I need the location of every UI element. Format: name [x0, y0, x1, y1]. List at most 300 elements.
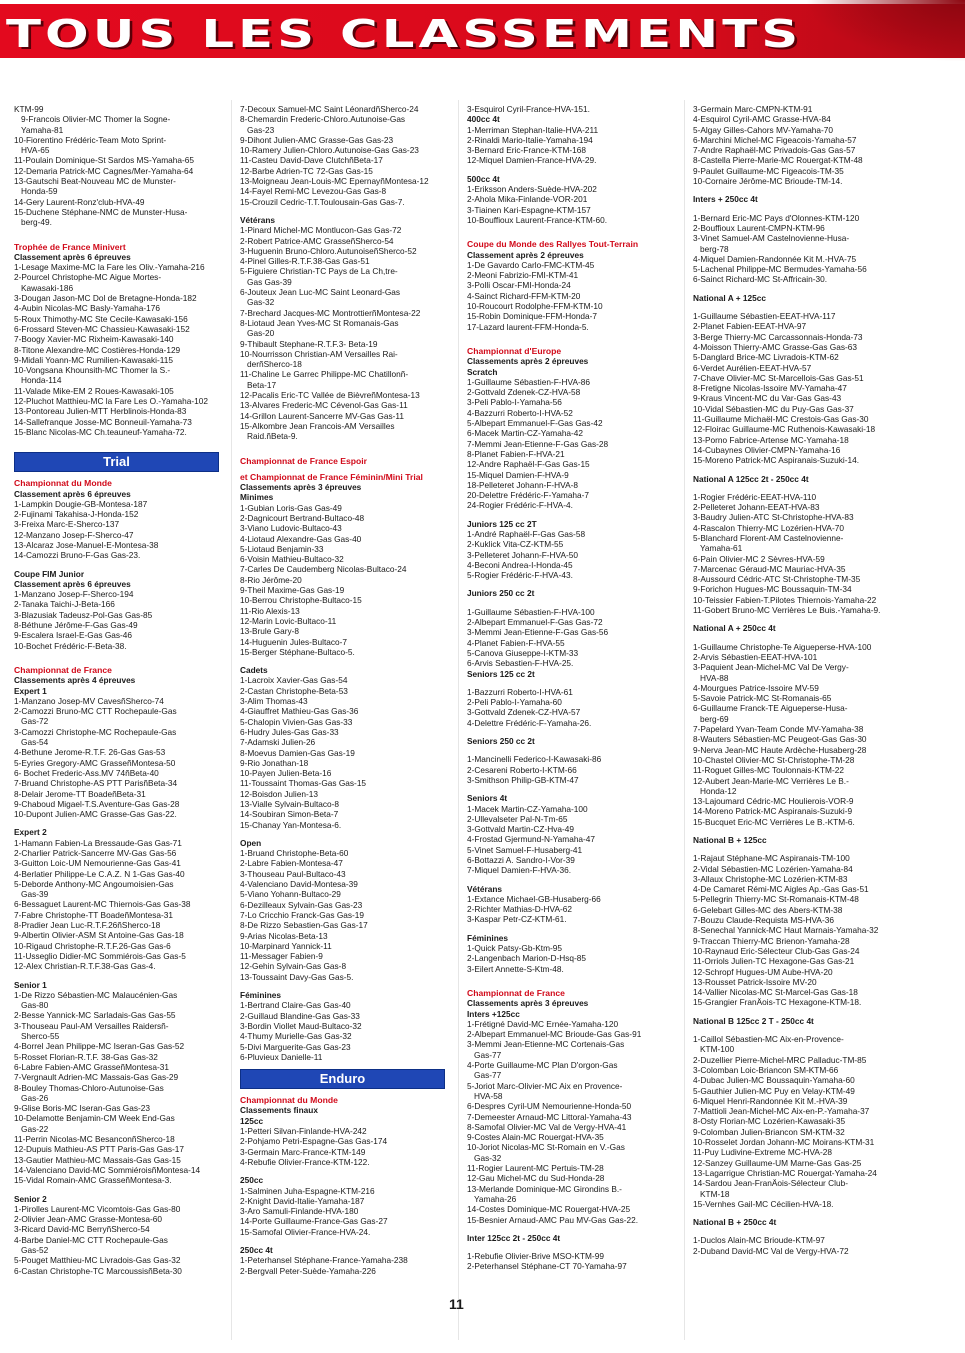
result-line: 1-André Raphaël-F-Gas Gas-58	[467, 528, 586, 539]
result-line: 10-Vongsana Khounsith-MC Thomer la S.-	[14, 365, 171, 376]
spacer	[467, 599, 667, 607]
section-title: Championnat d'Europe	[467, 345, 562, 356]
result-line-continued: Raid.ñBeta-9.	[247, 431, 298, 442]
result-line: 7-Bouzu Claude-Requista MS-HVA-36	[693, 915, 834, 926]
result-line-continued: berg-49.	[21, 217, 52, 228]
result-line: 12-Pluchot Matthieu-MC la Fare Les O.-Yamaha-102	[14, 396, 208, 407]
result-line: 3-Esquirol Cyril-France-HVA-151.	[467, 104, 590, 114]
spacer	[14, 819, 219, 827]
result-line-continued: Gas-23	[247, 124, 275, 135]
result-line: 10-Roucourt Rodolphe-FFM-KTM-10	[467, 301, 603, 312]
result-line: 8-Pradier Jean Luc-R.T.F.26ñSherco-18	[14, 920, 161, 931]
result-line: 1-Pirolles Laurent-MC Vicomtois-Gas Gas-80	[14, 1203, 181, 1214]
result-line: 2-Richter Mathias-D-HVA-62	[467, 904, 572, 915]
result-line: 5-Roux Thimothy-MC Ste Cecile-Kawasaki-156	[14, 313, 188, 324]
result-line: 6-Despres Cyril-UM Nemourienne-Honda-50	[467, 1101, 632, 1112]
result-line: 2-Ullevalseter Pal-N-Tm-65	[467, 813, 568, 824]
spacer	[467, 925, 667, 933]
result-line: 6-Bottazzi A. Sandro-I-Vor-39	[467, 855, 575, 865]
result-line: 14-Cubaynes Olivier-CMPN-Yamaha-16	[693, 444, 841, 455]
result-line: 3-Eilert Annette-S-Ktm-48.	[467, 963, 564, 974]
result-line-continued: KTM-18	[700, 1188, 730, 1199]
result-line: 18-Pelleteret Johann-F-HVA-8	[467, 479, 578, 490]
result-line: 8-Planet Fabien-F-HVA-21	[467, 448, 565, 459]
result-line: 2-Meoni Fabrizio-FMI-KTM-41	[467, 270, 579, 281]
result-line: 4-Pinel Gilles-R.T.F.38-Gas Gas-51	[240, 256, 370, 267]
result-line: 2-Bergvall Peter-Suède-Yamaha-226	[240, 1265, 376, 1276]
result-line: 8-Fretigne Nicolas-Issoire MV-Yamaha-47	[693, 383, 847, 394]
result-line: 6-Marchini Michel-MC Figeacois-Yamaha-57	[693, 134, 857, 145]
result-line-continued: Yamaha-26	[474, 1193, 517, 1204]
result-line: 7-Vergnault Adrien-MC Massais-Gas Gas-29	[14, 1072, 179, 1083]
result-line: 1-Bazzurri Roberto-I-HVA-61	[467, 686, 573, 697]
result-line: 3-Huguenin Bruno-Chloro.AutunoiseñSherco-52	[240, 245, 417, 256]
result-line: 10-Rosselet Jordan Johann-MC Moirans-KTM-31	[693, 1137, 875, 1148]
result-line: 11-Guillaume Michaël-MC Crestois-Gas Gas-30	[693, 414, 869, 425]
result-line: 1-Mancinelli Federico-I-Kawasaki-86	[467, 754, 602, 765]
result-line: 1-Guillaume Sébastien-EEAT-HVA-117	[693, 311, 836, 322]
result-line: 4-Moisson Thierry-AMC Grasse-Gas Gas-63	[693, 341, 857, 352]
results-column-4	[693, 104, 893, 1256]
category-heading: National A 125cc 2t - 250cc 4t	[693, 473, 809, 484]
result-line: 12-Sanzey Guillaume-UM Marne-Gas Gas-25	[693, 1157, 862, 1168]
result-line: 14-Fayel Remi-MC Levezou-Gas Gas-8	[240, 186, 387, 197]
result-line: 2-Ahola Mika-Finlande-VOR-201	[467, 194, 588, 205]
result-line: 3-Guitton Loic-UM Nemourienne-Gas Gas-41	[14, 858, 181, 869]
spacer	[467, 332, 667, 340]
result-line: 14-Gery Laurent-Ronz'club-HVA-49	[14, 196, 145, 207]
result-line: 1-Hamann Fabien-La Bressaude-Gas Gas-71	[14, 837, 182, 848]
result-line: 4-Porte Guillaume-MC Plan D'orgon-Gas	[467, 1060, 618, 1071]
result-line: 13-Alvares Frederic-MC Cévenol-Gas Gas-11	[240, 400, 408, 411]
result-line: 1-Rajaut Stéphane-MC Aspiranais-TM-100	[693, 853, 850, 864]
result-line: 1-Macek Martin-CZ-Yamaha-100	[467, 803, 588, 814]
discipline-band: Trial	[14, 452, 219, 472]
result-line: 10-Fiorentino Frédéric-Team Moto Sprint-	[14, 134, 167, 145]
result-line: 15-Chanay Yan-Montesa-6.	[240, 819, 342, 830]
result-line: 12-Floirac Guillaume-MC Ruthenois-Kawasaki-18	[693, 424, 876, 435]
result-line: 1-Rogier Frédéric-EEAT-HVA-110	[693, 491, 817, 502]
section-title: et Championnat de France Féminin/Mini Trial	[240, 471, 423, 482]
result-line: 5-Figuiere Christian-TC Pays de La Ch,tre-	[240, 266, 398, 277]
result-line: 11-Perrin Nicolas-MC BesanconñSherco-18	[14, 1134, 175, 1145]
result-line: 9-Traccan Thierry-MC Brienon-Yamaha-28	[693, 935, 850, 946]
result-line: 3-Blazusiak Tadeusz-Pol-Gas Gas-85	[14, 609, 153, 620]
result-line: 13-Lajoumard Cédric-MC Houlierois-VOR-9	[693, 796, 854, 807]
result-line: 2-Albepart Emmanuel-MC Brioude-Gas Gas-91	[467, 1029, 642, 1040]
result-line: 2-Camozzi Bruno-MC CTT Rochepaule-Gas	[14, 706, 177, 717]
result-line: 15-Vernhes Gail-MC Cécilien-HVA-18.	[693, 1198, 834, 1209]
category-heading: National B + 250cc 4t	[693, 1217, 777, 1228]
result-line: 5-Eyries Gregory-AMC GrasseñMontesa-50	[14, 757, 176, 768]
result-line: 13-Rousset Patrick-Issoire MV-20	[693, 976, 817, 987]
result-line: 13-Moigneau Jean-Louis-MC EpernayñMontesa-12	[240, 176, 429, 187]
result-line: 15-Blanc Nicolas-MC Ch.teauneuf-Yamaha-72.	[14, 426, 187, 437]
result-line: 4-Sainct Richard-FFM-KTM-20	[467, 290, 581, 301]
spacer	[693, 205, 893, 213]
result-line: KTM-99	[14, 104, 44, 114]
result-line: 10-Bochet Frédéric-F-Beta-38.	[14, 640, 127, 651]
result-line: 6-Dezilleaux Sylvain-Gas Gas-23	[240, 899, 363, 910]
result-line: 1-Guillaume Christophe-Te Aigueperse-HVA-100	[693, 641, 872, 652]
result-line: 8-Moevus Damien-Gas Gas-19	[240, 747, 355, 758]
category-heading: 400cc 4t	[467, 114, 500, 125]
result-line: 2-Arvis Sébastien-EEAT-HVA-101	[693, 651, 818, 662]
result-line: 2-Guillaud Blandine-Gas Gas-33	[240, 1010, 360, 1021]
result-line: 2-Peterhansel Stéphane-CT 70-Yamaha-97	[467, 1261, 627, 1272]
category-heading: Vétérans	[240, 214, 276, 225]
result-line: 5-Lachenal Philippe-MC Bermudes-Yamaha-56	[693, 264, 867, 275]
category-heading: Vétérans	[467, 883, 503, 894]
result-line: 10-Ramery Julien-Chloro.Autunoise-Gas Gas-23	[240, 145, 419, 156]
category-heading: Coupe FIM Junior	[14, 568, 85, 579]
spacer	[14, 651, 219, 659]
result-line-continued: Gas-32	[247, 297, 275, 308]
result-line: 1-Guillaume Sébastien-F-HVA-100	[467, 606, 595, 617]
result-line-continued: Gas-80	[21, 1000, 49, 1011]
spacer	[240, 1167, 445, 1175]
result-line: 15-Robin Dominique-FFM-Honda-7	[467, 311, 598, 322]
result-line: 6-Frossard Steven-MC Chassieu-Kawasaki-152	[14, 323, 190, 334]
result-line: 4-Miquel Damien-Randonnée Kit M.-HVA-75	[693, 253, 857, 264]
result-line: 10-Marpinard Yannick-11	[240, 940, 332, 951]
result-line: 1-Peterhansel Stéphane-France-Yamaha-238	[240, 1255, 408, 1266]
result-line: 6-Bessaguet Laurent-MC Thiernois-Gas Gas-38	[14, 899, 191, 910]
result-line: 4-Barbe Daniel-MC CTT Rochepaule-Gas	[14, 1234, 168, 1245]
result-line: 15-Bucquet Eric-MC Verrières Le B.-KTM-6.	[693, 816, 855, 827]
result-line: 9-Glise Boris-MC Iseran-Gas Gas-23	[14, 1103, 151, 1114]
result-line: 10-Chastel Olivier-MC St-Christophe-TM-28	[693, 754, 855, 765]
spacer	[693, 634, 893, 642]
spacer	[693, 484, 893, 492]
result-line: 1-De Rizzo Sébastien-MC Malaucénien-Gas	[14, 989, 178, 1000]
category-heading: Classement après 6 épreuves	[14, 578, 131, 589]
result-line: 7-Boogy Xavier-MC Rixheim-Kawasaki-140	[14, 334, 174, 345]
result-line: 8-Béthune Jérôme-F-Gas Gas-49	[14, 620, 138, 631]
result-line: 2-Knight David-Italie-Yamaha-187	[240, 1195, 365, 1206]
result-line: 14-Moreno Patrick-MC Aspiranais-Suzuki-9	[693, 806, 853, 817]
spacer	[693, 1227, 893, 1235]
result-line: 14-Soubiran Simon-Beta-7	[240, 809, 339, 820]
result-line: 10-Cornaire Jérôme-MC Brioude-TM-14.	[693, 176, 843, 187]
result-line: 1-Rebufie Olivier-Brive MSO-KTM-99	[467, 1251, 604, 1262]
result-line: 5-Rosset Florian-R.T.F. 38-Gas Gas-32	[14, 1051, 158, 1062]
result-line: 4-Valenciano David-Montesa-39	[240, 879, 358, 890]
result-line: 6-Pain Olivier-MC 2 Sèvres-HVA-59	[693, 553, 825, 564]
result-line: 8-Rio Jérôme-20	[240, 574, 302, 585]
result-line: 3-Vinet Samuel-AM Castelnovienne-Husa-	[693, 233, 850, 244]
section-title: Championnat de France Espoir	[240, 455, 368, 466]
result-line: 8-Castella Pierre-Marie-MC Rouergat-KTM-48	[693, 155, 863, 166]
result-line: 2-Tanaka Taichi-J-Beta-166	[14, 599, 115, 610]
result-line: 7-Demeester Arnaud-MC Littoral-Yamaha-43	[467, 1111, 632, 1122]
result-line-continued: Gas-26	[21, 1092, 49, 1103]
result-line: 9-Paulet Guillaume-MC Figeacois-TM-35	[693, 165, 844, 176]
result-line: 1-Eriksson Anders-Suède-HVA-202	[467, 184, 597, 195]
result-line: 3-Colomban Loic-Briancon SM-KTM-66	[693, 1064, 839, 1075]
result-line: 9-Costes Alain-MC Rouergat-HVA-35	[467, 1132, 604, 1143]
spacer	[467, 974, 667, 982]
result-line: 6-Miquel Henri-Randonnée Kit M.-HVA-39	[693, 1095, 848, 1106]
category-heading: Classement après 2 épreuves	[467, 249, 584, 260]
result-line: 12-Andre Raphaël-F-Gas Gas-15	[467, 459, 590, 470]
spacer	[467, 785, 667, 793]
category-heading: 250cc	[240, 1175, 264, 1186]
spacer	[693, 1026, 893, 1034]
result-line: 5-Pouget Matthieu-MC Livradois-Gas Gas-32	[14, 1255, 181, 1266]
result-line: 12-Gau Michel-MC du Sud-Honda-28	[467, 1173, 605, 1184]
result-line: 3-Gottvald Zdenek-CZ-HVA-57	[467, 707, 581, 718]
result-line: 1-Quick Patsy-Gb-Ktm-95	[467, 943, 562, 954]
result-line: 1-Gubian Loris-Gas Gas-49	[240, 502, 342, 513]
result-line: 24-Rogier Frédéric-F-HVA-4.	[467, 500, 573, 511]
result-line: 6- Bochet Frederic-Ass.MV 74ñBeta-40	[14, 767, 159, 778]
result-line: 13-Merlande Dominique-MC Girondins B.-	[467, 1183, 622, 1194]
result-line: 1-Guillaume Sébastien-F-HVA-86	[467, 376, 590, 387]
result-line: 6-Guillaume Franck-TE Aigueperse-Husa-	[693, 703, 848, 714]
result-line: 6-Pluvieux Danielle-11	[240, 1051, 323, 1062]
result-line: 11-Usseglio Didier-MC Sommiérois-Gas Gas-5	[14, 950, 186, 961]
category-heading: Classement après 6 épreuves	[14, 251, 131, 262]
result-line: 4-Aubin Nicolas-MC Basly-Yamaha-176	[14, 303, 161, 314]
result-line: 11-Messager Fabien-9	[240, 951, 323, 962]
result-line: 12-Demaria Patrick-MC Cagnes/Mer-Yamaha-64	[14, 165, 194, 176]
result-line: 3-Smithson Philip-GB-KTM-47	[467, 774, 579, 785]
result-line: 11-Chaline Le Garrec Philippe-MC Chatillonñ-	[240, 369, 409, 380]
category-heading: Classements après 3 épreuves	[467, 998, 589, 1009]
result-line: 7-Fabre Christophe-TT BoadeñMontesa-31	[14, 909, 173, 920]
category-heading: National B + 125cc	[693, 835, 767, 845]
result-line: 5-Joriot Marc-Olivier-MC Aix en Provence-	[467, 1080, 623, 1091]
result-line: 8-Bouley Thomas-Chloro-Autunoise-Gas	[14, 1082, 164, 1093]
section-title: Championnat du Monde	[240, 1095, 338, 1106]
result-line: 11-Casteu David-Dave ClutchñBeta-17	[240, 155, 383, 166]
result-line: 15-Moreno Patrick-MC Aspiranais-Suzuki-14.	[693, 455, 859, 466]
result-line-continued: Yamaha-61	[700, 543, 743, 554]
result-line: 14-Sardou Jean-FranÄois-Sélecteur Club-	[693, 1178, 848, 1189]
result-line: 14-Camozzi Bruno-F-Gas Gas-23.	[14, 550, 141, 561]
section-title: Championnat de France	[14, 664, 112, 675]
result-line: 15-Samofal Olivier-France-HVA-24.	[240, 1226, 371, 1237]
category-heading: Minimes	[240, 492, 274, 503]
result-line: 6-Arvis Sebastien-F-HVA-25.	[467, 658, 574, 669]
category-heading: Senior 1	[14, 979, 47, 990]
result-line: 11-Toussaint Thomas-Gas Gas-15	[240, 778, 367, 789]
result-line: 9-Theil Maxime-Gas Gas-19	[240, 585, 345, 596]
spacer	[14, 437, 219, 445]
result-line: 9-Dihont Julien-AMC Grasse-Gas Gas-23	[240, 134, 394, 145]
result-line: 3-Viano Ludovic-Bultaco-43	[240, 523, 342, 534]
result-line: 2-Dagnicourt Bertrand-Bultaco-48	[240, 512, 365, 523]
result-line-continued: Yamaha-81	[21, 124, 64, 135]
result-line-continued: Gas-20	[247, 328, 275, 339]
column-divider	[458, 100, 459, 1340]
spacer	[693, 303, 893, 311]
result-line: 4-De Camaret Rémi-MC Aigles Ap.-Gas Gas-51	[693, 884, 869, 895]
result-line: 11-Puy Ludivine-Extreme MC-HVA-28	[693, 1147, 832, 1158]
spacer	[467, 1243, 667, 1251]
result-line: 1-Frétigné David-MC Ernée-Yamaha-120	[467, 1018, 619, 1029]
result-line: 14-Vallier Nicolas-MC St-Marcel-Gas Gas-18	[693, 987, 858, 998]
result-line: 1-Duclos Alain-MC Brioude-KTM-97	[693, 1235, 825, 1246]
result-line: 10-Payen Julien-Beta-16	[240, 768, 332, 779]
result-line: 13-Gautschi Beat-Nouveau MC de Munster-	[14, 176, 176, 187]
result-line: 7-Papelard Yvan-Team Conde MV-Yamaha-38	[693, 724, 864, 735]
result-line: 3-Germain Marc-CMPN-KTM-91	[693, 104, 813, 114]
result-line: 7-Mattioli Jean-Michel-MC Aix-en-P.-Yamaha-37	[693, 1106, 870, 1117]
result-line: 3-Memmi Jean-Etienne-MC Cortenais-Gas	[467, 1039, 625, 1050]
result-line: 12-Alex Christian-R.T.F.38-Gas Gas-4.	[14, 961, 156, 972]
result-line: 2-Besse Yannick-MC Sarladais-Gas Gas-55	[14, 1010, 176, 1021]
category-heading: Féminines	[240, 990, 282, 1001]
result-line: 2-Peli Pablo-I-Yamaha-60	[467, 697, 562, 708]
result-line: 3-Germain Marc-France-KTM-149	[240, 1146, 366, 1157]
result-line: 9-Colomban Julien-Briancon SM-KTM-32	[693, 1126, 845, 1137]
result-line: 2-Pohjamo Petri-Espagne-Gas Gas-174	[240, 1136, 388, 1147]
category-heading: Scratch	[467, 366, 498, 377]
category-heading: National A + 250cc 4t	[693, 623, 776, 634]
result-line: 5-Rogier Frédéric-F-HVA-43.	[467, 570, 573, 581]
category-heading: Inter 125cc 2t - 250cc 4t	[467, 1232, 561, 1243]
result-line: 6-Macek Martin-CZ-Yamaha-42	[467, 428, 584, 439]
result-line: 1-Merriman Stephan-Italie-HVA-211	[467, 124, 599, 135]
result-line: 3-Baudry Julien-ATC St-Christophe-HVA-83	[693, 512, 854, 523]
page-banner	[0, 0, 965, 62]
spacer	[693, 1008, 893, 1016]
result-line: 12-Gehin Sylvain-Gas Gas-8	[240, 961, 347, 972]
result-line: 9-Nerva Jean-MC Haute Ardèche-Husaberg-28	[693, 744, 867, 755]
result-line: 1-Lacroix Xavier-Gas Gas-54	[240, 675, 348, 686]
discipline-band: Enduro	[240, 1069, 445, 1089]
result-line-continued: Honda-12	[700, 785, 737, 796]
spacer	[467, 876, 667, 884]
results-column-3	[467, 104, 667, 1272]
category-heading: Inters + 250cc 4t	[693, 194, 758, 205]
result-line: 17-Lazard laurent-FFM-Honda-5.	[467, 321, 589, 332]
result-line: 5-Savoie Patrick-MC St-Romanais-65	[693, 693, 832, 704]
result-line: 4-Planet Fabien-F-HVA-55	[467, 637, 565, 648]
result-line: 3-Dougan Jason-MC Dol de Bretagne-Honda-182	[14, 293, 197, 304]
result-line: 6-Labre Fabien-AMC GrasseñMontesa-31	[14, 1061, 169, 1072]
spacer	[467, 511, 667, 519]
category-heading: Féminines	[467, 932, 509, 943]
result-line: 11-Orriols Julien-TC Hexagone-Gas Gas-21	[693, 956, 855, 967]
result-line: 4-Bethune Jerome-R.T.F. 26-Gas Gas-53	[14, 747, 166, 758]
spacer	[240, 207, 445, 215]
result-line: 15-Miquel Damien-F-HVA-9	[467, 469, 569, 480]
spacer	[693, 615, 893, 623]
result-line-continued: Beta-17	[247, 379, 277, 390]
result-line-continued: Gas-54	[21, 737, 49, 748]
result-line: 2-Bouffioux Laurent-CMPN-KTM-96	[693, 222, 825, 233]
result-line: 9-Escalera Israel-E-Gas Gas-46	[14, 630, 133, 641]
result-line: 2-Rinaldi Mario-Italie-Yamaha-194	[467, 134, 593, 145]
banner-title: TOUS LES CLASSEMENTS	[6, 12, 803, 56]
page-number: 11	[449, 1296, 464, 1312]
category-heading: Juniors 125 cc 2T	[467, 518, 537, 529]
results-column-1	[14, 104, 219, 1276]
result-line: 3-Gottvald Martin-CZ-Hva-49	[467, 824, 574, 835]
result-line: 2-Albepart Emmanuel-F-Gas Gas-72	[467, 617, 603, 628]
result-line-continued: Kawasaki-186	[21, 282, 74, 293]
result-line: 2-Kuklick Vita-CZ-KTM-55	[467, 539, 564, 550]
result-line: 9-Rio Jonathan-18	[240, 757, 309, 768]
spacer	[240, 657, 445, 665]
result-line: 10-Berrou Christophe-Bultaco-15	[240, 595, 362, 606]
section-title: Coupe du Monde des Rallyes Tout-Terrain	[467, 239, 639, 250]
result-line: 1-De Gavardo Carlo-FMC-KTM-45	[467, 259, 595, 270]
result-line: 6-Jouteux Jean Luc-MC Saint Leonard-Gas	[240, 287, 401, 298]
result-line: 14-Huguenin Jules-Bultaco-7	[240, 636, 348, 647]
result-line: 4-Liotaud Alexandre-Gas Gas-40	[240, 533, 362, 544]
result-line: 1-Bernard Eric-MC Pays d'Olonnes-KTM-120	[693, 212, 860, 223]
result-line: 15-Alkombre Jean Francois-AM Versailles	[240, 420, 395, 431]
result-line: 8-Samofal Olivier-MC Val de Vergy-HVA-41	[467, 1121, 627, 1132]
result-line: 3-Berge Thierry-MC Carcassonnais-Honda-73	[693, 331, 863, 342]
category-heading: National B 125cc 2 T - 250cc 4t	[693, 1015, 814, 1026]
result-line: 3-Bernard Eric-France-KTM-168	[467, 145, 586, 156]
result-line: 10-Bouffioux Laurent-France-KTM-60.	[467, 214, 608, 225]
result-line-continued: derñSherco-18	[247, 359, 302, 370]
result-line-continued: berg-78	[700, 243, 729, 254]
result-line: 4-Giauffret Mathieu-Gas Gas-36	[240, 706, 359, 717]
section-title: Trophée de France Minivert	[14, 241, 126, 252]
result-line: 1-Lesage Maxime-MC la Fare les Oliv.-Yamaha-216	[14, 262, 205, 273]
result-line: 5-Pellegrin Thierry-MC St-Romanais-KTM-48	[693, 894, 859, 905]
result-line: 8-Osty Florian-MC Lozérien-Kawasaki-35	[693, 1116, 846, 1127]
result-line: 10-Dupont Julien-AMC Grasse-Gas Gas-22.	[14, 809, 177, 820]
result-line: 2-Duzellier Pierre-Michel-MRC Palladuc-TM-85	[693, 1054, 867, 1065]
result-line: 7-Carles De Caudemberg Nicolas-Bultaco-24	[240, 564, 407, 575]
result-line: 8-Titone Alexandre-MC Costières-Honda-129	[14, 344, 181, 355]
category-heading: Classements après 2 épreuves	[467, 356, 589, 367]
spacer	[467, 728, 667, 736]
result-line: 6-Voisin Mathieu-Bultaco-32	[240, 554, 344, 565]
result-line: 7-Lo Cricchio Franck-Gas Gas-19	[240, 909, 365, 920]
result-line: 2-Planet Fabien-EEAT-HVA-97	[693, 321, 807, 332]
result-line: 5-Deborde Anthony-MC Angoumoisien-Gas	[14, 878, 174, 889]
spacer	[14, 561, 219, 569]
result-line-continued: Honda-59	[21, 186, 58, 197]
result-line: 6-Gelebart Gilles-MC des Abers-KTM-38	[693, 904, 843, 915]
category-heading: Senior 2	[14, 1193, 47, 1204]
result-line: 11-Roguet Gilles-MC Toulonnais-KTM-22	[693, 765, 844, 776]
result-line: 5-Danglard Brice-MC Livradois-KTM-62	[693, 352, 839, 363]
category-heading: 250cc 4t	[240, 1244, 273, 1255]
spacer	[693, 827, 893, 835]
result-line: 11-Rio Alexis-13	[240, 605, 300, 616]
result-line: 3-Aro Samuli-Finlande-HVA-180	[240, 1206, 359, 1217]
result-line: 3-Freixa Marc-E-Sherco-137	[14, 519, 120, 530]
result-line: 5-Viano Yohann-Bultaco-29	[240, 889, 341, 900]
result-line: 5-Divi Marguerite-Gas Gas-23	[240, 1041, 351, 1052]
result-line: 13-Brule Gary-8	[240, 626, 300, 637]
result-line: 2-Pelleteret Johann-EEAT-HVA-83	[693, 502, 820, 513]
result-line: 7-Marcenac Géraud-MC Mauriac-HVA-35	[693, 563, 846, 574]
result-line: 2-Castan Christophe-Beta-53	[240, 685, 348, 696]
result-line: 2-Robert Patrice-AMC GrasseñSherco-54	[240, 235, 394, 246]
category-heading: 500cc 4t	[467, 173, 500, 184]
spacer	[693, 466, 893, 474]
result-line: 15-Berger Stéphane-Bultaco-5.	[240, 646, 355, 657]
category-heading: Expert 1	[14, 685, 47, 696]
result-line: 6-Castan Christophe-TC MarcoussisñBeta-30	[14, 1265, 182, 1276]
result-line: 1-Petteri Silvan-Finlande-HVA-242	[240, 1126, 367, 1137]
result-line: 12-Marin Lovic-Bultaco-11	[240, 615, 337, 626]
result-line: 1-Lampkin Dougie-GB-Montesa-187	[14, 498, 148, 509]
result-line: 4-Rascalon Thierry-MC Lozérien-HVA-70	[693, 522, 844, 533]
result-line: 3-Ricard David-MC BerryñSherco-54	[14, 1224, 150, 1235]
